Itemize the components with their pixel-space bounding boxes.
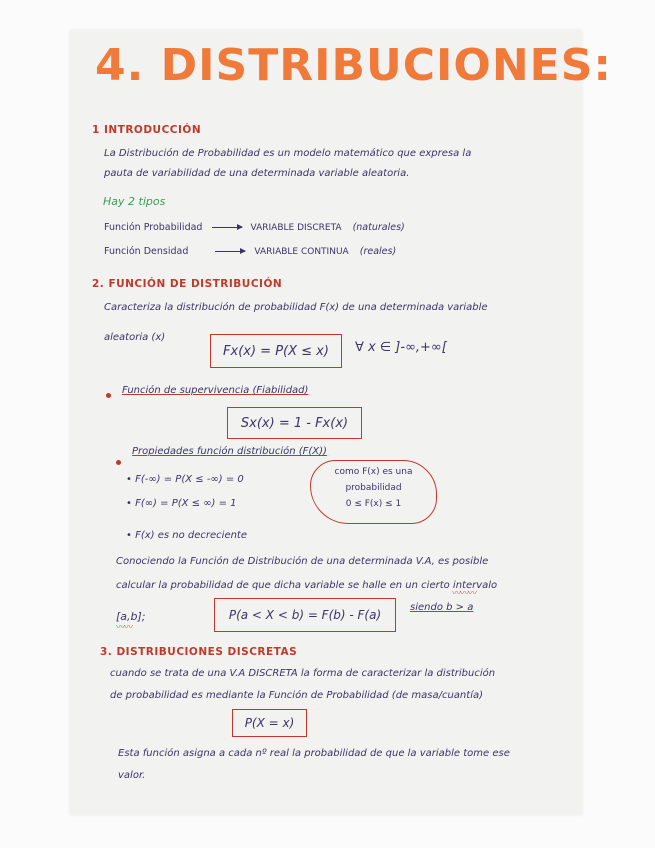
survival-formula-box: Sx(x) = 1 - Fx(x) (227, 407, 362, 439)
note-cloud (310, 460, 437, 524)
squiggle-underline: 〰〰〰 (452, 589, 477, 599)
s3-text-1: cuando se trata de una V.A DISCRETA la forma de caracterizar la distribución (110, 668, 496, 679)
s1-type1 (104, 222, 405, 233)
s1-type1-note: (naturales) (352, 222, 405, 233)
s1-type1-left: Función Probabilidad (104, 222, 203, 233)
cloud-text-1: como F(x) es una (334, 467, 413, 477)
s2-prop-2: • F(∞) = P(X ≤ ∞) = 1 (126, 498, 237, 509)
cdf-formula-box: Fx(x) = P(X ≤ x) (210, 334, 342, 368)
s1-types: Hay 2 tipos (103, 195, 166, 208)
s2-bullet-1: Función de supervivencia (Fiabilidad) (122, 385, 309, 396)
s1-type1-right: VARIABLE DISCRETA (250, 223, 342, 233)
section-3-heading: 3. DISTRIBUCIONES DISCRETAS (100, 646, 298, 658)
section-1-heading: 1 INTRODUCCIÓN (92, 124, 202, 136)
bullet-icon (116, 460, 121, 465)
arrow-right-icon (215, 251, 245, 252)
s1-type2-note: (reales) (359, 246, 397, 257)
s2-cond: siendo b > a (410, 602, 474, 613)
s2-text-2: aleatoria (x) (104, 332, 166, 343)
bullet-icon (106, 393, 111, 398)
s3-text-3: Esta función asigna a cada nº real la probabilidad de que la variable tome ese (118, 748, 510, 759)
squiggle-underline: 〰〰 (116, 623, 133, 633)
s2-prop-1: • F(-∞) = P(X ≤ -∞) = 0 (126, 474, 244, 485)
s2-bullet-2: Propiedades función distribución (F(X)) (132, 446, 327, 457)
s2-text-4: calcular la probabilidad de que dicha variable se halle en un cierto intervalo (116, 580, 498, 591)
s1-text-1: La Distribución de Probabilidad es un modelo matemático que expresa la (104, 148, 472, 159)
section-2-heading: 2. FUNCIÓN DE DISTRIBUCIÓN (92, 278, 283, 290)
page-title: 4. DISTRIBUCIONES: (95, 40, 612, 91)
pmf-formula-box: P(X = x) (232, 709, 307, 737)
arrow-right-icon (212, 227, 242, 228)
s3-text-2: de probabilidad es mediante la Función de Probabilidad (de masa/cuantía) (110, 690, 483, 701)
interval-formula-box: P(a < X < b) = F(b) - F(a) (214, 598, 396, 632)
s1-text-2: pauta de variabilidad de una determinada variable aleatoria. (104, 168, 410, 179)
s2-prop-3: • F(x) es no decreciente (126, 530, 248, 541)
cloud-text-3: 0 ≤ F(x) ≤ 1 (345, 499, 402, 509)
cloud-text-2: probabilidad (345, 483, 402, 493)
s1-type2-right: VARIABLE CONTINUA (254, 247, 349, 257)
s2-interval: [a,b]; (116, 610, 146, 623)
s3-text-4: valor. (118, 770, 146, 781)
s2-domain: ∀ x ∈ ]-∞,+∞[ (355, 340, 447, 355)
s2-text-3: Conociendo la Función de Distribución de una determinada V.A, es posible (116, 556, 489, 567)
s1-type2 (104, 246, 396, 257)
s2-text-1: Caracteriza la distribución de probabilidad F(x) de una determinada variable (104, 302, 488, 313)
s1-type2-left: Función Densidad (104, 246, 189, 257)
